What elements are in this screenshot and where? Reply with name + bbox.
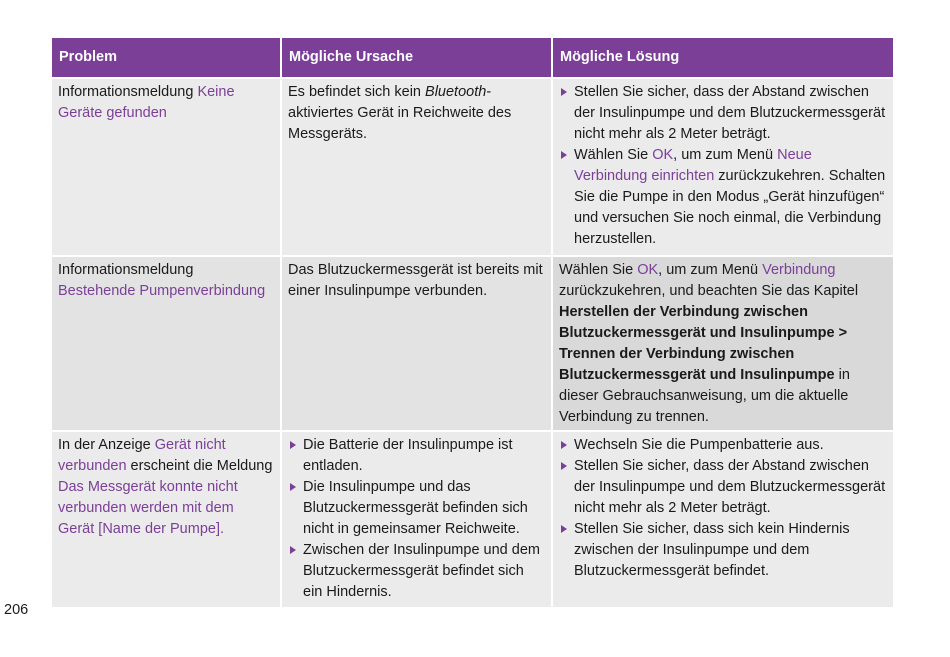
header-problem: Problem: [52, 38, 281, 78]
loesung-text: Wählen Sie: [559, 262, 638, 278]
header-loesung: Mögliche Lösung: [552, 38, 893, 78]
page-number: 206: [4, 602, 29, 618]
loesung-text: in dieser Gebrauchsanweisung, um die aktuelle Verbindung zu trennen.: [559, 367, 850, 425]
loesung-list: [559, 82, 886, 250]
ursache-italic: Bluetooth: [425, 84, 487, 100]
list-item-text: , um zum Menü: [673, 147, 778, 163]
list-item-text: Wählen Sie: [574, 147, 653, 163]
highlight-ok: OK: [652, 147, 674, 163]
list-item: Wechseln Sie die Pumpenbatterie aus.: [559, 435, 886, 456]
loesung-list: [559, 435, 886, 582]
problem-cell: [52, 256, 281, 431]
list-item: Stellen Sie sicher, dass der Abstand zwischen der Insulinpumpe und dem Blutzuckermessgerät nicht mehr als 2 Meter beträgt.: [559, 456, 886, 519]
problem-highlight: Das Messgerät konnte nicht verbunden werden mit dem Gerät [Name der Pumpe].: [58, 479, 238, 537]
list-item-text: zurückzukehren. Schalten Sie die Pumpe in den Modus „Gerät hinzufügen“ und versuchen Sie noch einmal, die Verbindung herzustellen.: [574, 168, 886, 247]
list-item-text: Stellen Sie sicher, dass der Abstand zwischen der Insulinpumpe und dem Blutzuckermessgerät nicht mehr als 2 Meter beträgt.: [574, 84, 886, 142]
problem-highlight: Gerät nicht verbunden: [58, 437, 226, 474]
ursache-cell: [281, 78, 552, 256]
loesung-cell: [552, 78, 893, 256]
chapter-reference: Herstellen der Verbindung zwischen Blutzuckermessgerät und Insulinpumpe > Trennen der Verbindung zwischen Blutzuckermessgerät und Insulinpumpe: [559, 304, 848, 383]
problem-highlight: Bestehende Pumpenverbindung: [58, 283, 266, 299]
troubleshooting-table: [52, 38, 893, 607]
loesung-text: , um zum Menü: [658, 262, 763, 278]
ursache-text: Das Blutzuckermessgerät ist bereits mit einer Insulinpumpe verbunden.: [288, 262, 543, 299]
highlight-menu: Verbindung: [762, 262, 836, 278]
table-header-row: [52, 38, 893, 78]
problem-text: In der Anzeige: [58, 437, 155, 453]
list-item: Zwischen der Insulinpumpe und dem Blutzuckermessgerät befindet sich ein Hindernis.: [288, 540, 544, 603]
problem-text: erscheint die Meldung: [126, 458, 273, 474]
problem-cell: [52, 78, 281, 256]
highlight-menu: Neue Verbindung einrichten: [574, 147, 812, 184]
list-item: Die Insulinpumpe und das Blutzuckermessgerät befinden sich nicht in gemeinsamer Reichweite.: [288, 477, 544, 540]
table-row: [52, 431, 893, 607]
highlight-ok: OK: [637, 262, 659, 278]
list-item: [559, 82, 886, 145]
ursache-list: [288, 435, 544, 603]
ursache-cell: [281, 431, 552, 607]
problem-text: Informationsmeldung: [58, 84, 198, 100]
ursache-text: -aktiviertes Gerät in Reichweite des Messgeräts.: [288, 84, 512, 142]
ursache-cell: [281, 256, 552, 431]
table-row: [52, 256, 893, 431]
loesung-cell: [552, 431, 893, 607]
list-item: Die Batterie der Insulinpumpe ist entladen.: [288, 435, 544, 477]
problem-highlight: Keine Geräte gefunden: [58, 84, 235, 121]
problem-text: Informationsmeldung: [58, 262, 194, 278]
table-row: [52, 78, 893, 256]
list-item: Stellen Sie sicher, dass sich kein Hindernis zwischen der Insulinpumpe und dem Blutzuckermessgerät befindet.: [559, 519, 886, 582]
problem-cell: [52, 431, 281, 607]
loesung-cell: [552, 256, 893, 431]
header-ursache: Mögliche Ursache: [281, 38, 552, 78]
ursache-text: Es befindet sich kein: [288, 84, 426, 100]
list-item: [559, 145, 886, 250]
loesung-text: zurückzukehren, und beachten Sie das Kapitel: [559, 283, 859, 299]
